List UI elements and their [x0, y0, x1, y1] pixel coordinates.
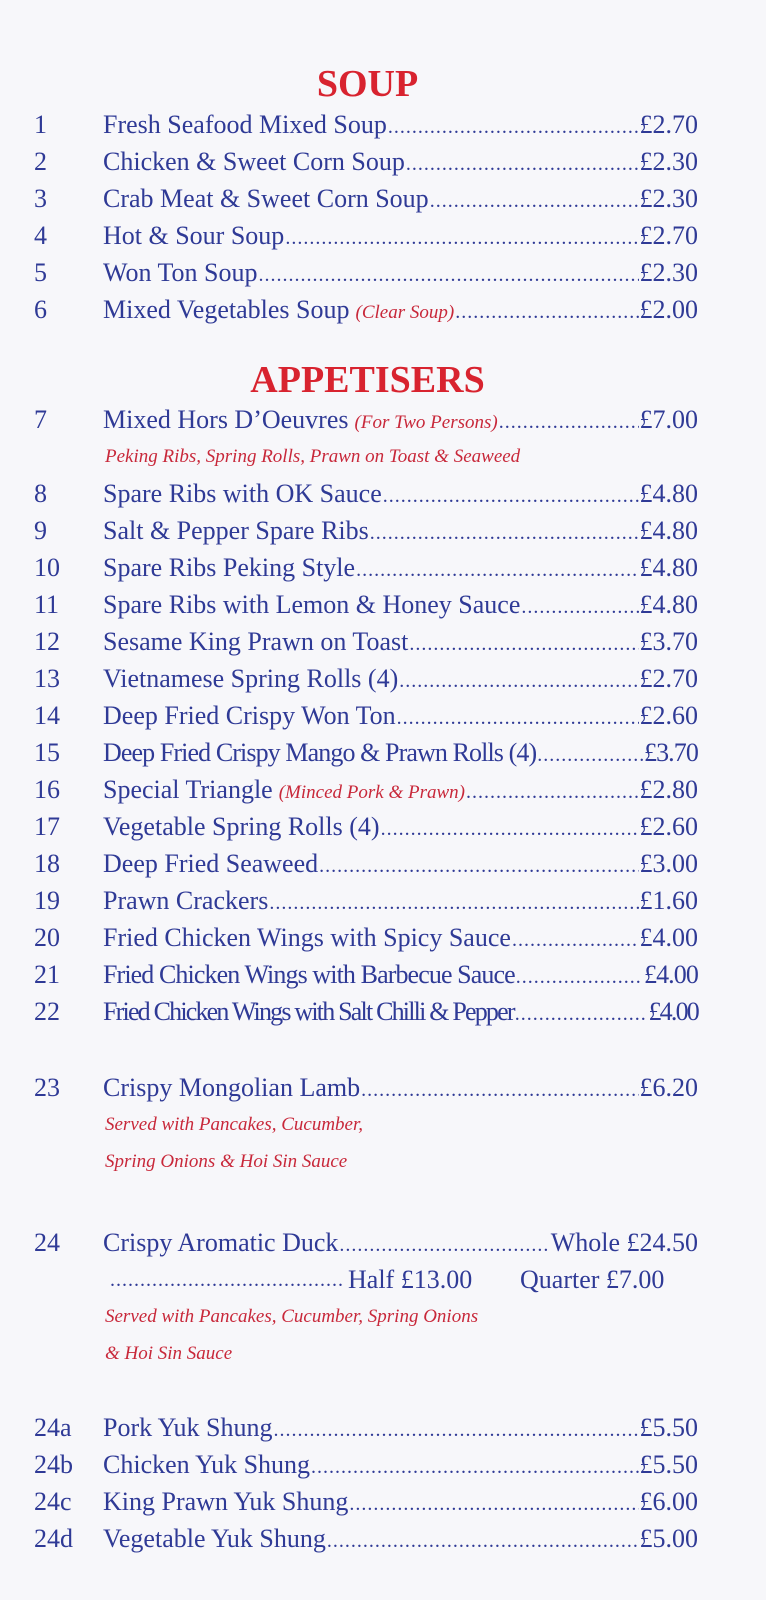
item-name: Mixed Hors D’Oeuvres: [103, 405, 349, 434]
item-name: Fried Chicken Wings with Barbecue Sauce: [103, 960, 515, 989]
menu-item: [0, 994, 766, 1030]
item-number: 24d: [34, 1524, 73, 1553]
item-description: Served with Pancakes, Cucumber,: [105, 1114, 364, 1135]
item-number: 7: [34, 405, 47, 434]
menu-item: [0, 883, 766, 919]
menu-item: [0, 144, 766, 180]
item-description: & Hoi Sin Sauce: [105, 1343, 233, 1364]
item-description: Served with Pancakes, Cucumber, Spring Onions: [105, 1306, 479, 1327]
menu-item: [0, 735, 766, 771]
item-number: 19: [34, 886, 60, 915]
item-name: Crispy Aromatic Duck: [103, 1228, 339, 1257]
item-price: £2.30: [639, 258, 698, 287]
item-number: 11: [34, 590, 60, 619]
item-price: £2.30: [639, 184, 698, 213]
soup-heading: SOUP: [316, 63, 419, 105]
item-number: 10: [34, 553, 60, 582]
item-name: Won Ton Soup: [103, 258, 258, 287]
item-number: 4: [34, 221, 47, 250]
item-note: (Minced Pork & Prawn): [278, 782, 465, 803]
item-number: 24c: [34, 1487, 72, 1516]
item-price: £4.80: [639, 516, 698, 545]
menu-item: [0, 550, 766, 586]
item-description: Spring Onions & Hoi Sin Sauce: [105, 1151, 348, 1172]
item-price: £4.00: [639, 923, 698, 952]
item-name: Deep Fried Crispy Mango & Prawn Rolls (4): [103, 738, 537, 767]
item-number: 14: [34, 701, 60, 730]
item-price: £5.50: [639, 1450, 698, 1479]
item-price: £2.00: [639, 295, 698, 324]
menu-item: [0, 402, 766, 438]
item-number: 13: [34, 664, 60, 693]
item-price: £2.70: [639, 221, 698, 250]
item-name: Vegetable Yuk Shung: [103, 1524, 326, 1553]
item-description: Peking Ribs, Spring Rolls, Prawn on Toast & Seaweed: [105, 446, 521, 467]
menu-item: [0, 920, 766, 956]
menu-item: [0, 292, 766, 328]
item-name: Deep Fried Crispy Won Ton: [103, 701, 396, 730]
duck-quarter-price: Quarter £7.00: [520, 1265, 665, 1294]
item-number: 16: [34, 775, 60, 804]
item-number: 21: [34, 960, 60, 989]
item-number: 23: [34, 1073, 60, 1102]
item-name: Spare Ribs Peking Style: [103, 553, 356, 582]
leader-dots: [110, 1262, 342, 1298]
menu-item: [0, 772, 766, 808]
menu-item: [0, 1410, 766, 1446]
item-number: 24b: [34, 1450, 73, 1479]
menu-item: [0, 661, 766, 697]
item-name: Crab Meat & Sweet Corn Soup: [103, 184, 429, 213]
item-price: £1.60: [639, 886, 698, 915]
menu-item: [0, 181, 766, 217]
item-number: 3: [34, 184, 47, 213]
menu-item: [0, 846, 766, 882]
item-name: Spare Ribs with Lemon & Honey Sauce: [103, 590, 521, 619]
menu-item: [0, 1070, 766, 1106]
item-price: £5.50: [639, 1413, 698, 1442]
item-name: Chicken & Sweet Corn Soup: [103, 147, 405, 176]
menu-item: [0, 107, 766, 143]
menu-item: [0, 587, 766, 623]
item-name: Deep Fried Seaweed: [103, 849, 319, 878]
item-name: King Prawn Yuk Shung: [103, 1487, 349, 1516]
item-number: 2: [34, 147, 47, 176]
item-name: Vietnamese Spring Rolls (4): [103, 664, 399, 693]
item-number: 1: [34, 110, 47, 139]
item-number: 24: [34, 1228, 60, 1257]
menu-item-duck: [0, 1225, 766, 1261]
item-price: £4.00: [648, 997, 698, 1026]
item-number: 24a: [34, 1413, 72, 1442]
item-name: Fresh Seafood Mixed Soup: [103, 110, 387, 139]
item-name: Salt & Pepper Spare Ribs: [103, 516, 369, 545]
item-name: Pork Yuk Shung: [103, 1413, 273, 1442]
item-price: £3.70: [643, 738, 698, 767]
item-name: Spare Ribs with OK Sauce: [103, 479, 382, 508]
item-price: £2.70: [639, 110, 698, 139]
item-price: £4.00: [643, 960, 698, 989]
item-number: 18: [34, 849, 60, 878]
item-number: 12: [34, 627, 60, 656]
item-price: £2.70: [639, 664, 698, 693]
item-name: Mixed Vegetables Soup: [103, 295, 350, 324]
item-price: £2.30: [639, 147, 698, 176]
item-note: (For Two Persons): [354, 412, 498, 433]
appetisers-heading: APPETISERS: [250, 359, 485, 401]
item-price: £6.00: [639, 1487, 698, 1516]
item-name: Prawn Crackers: [103, 886, 269, 915]
item-name: Fried Chicken Wings with Spicy Sauce: [103, 923, 511, 952]
item-price: £3.70: [639, 627, 698, 656]
item-number: 17: [34, 812, 60, 841]
menu-item: [0, 809, 766, 845]
item-name: Crispy Mongolian Lamb: [103, 1073, 361, 1102]
item-name: Sesame King Prawn on Toast: [103, 627, 409, 656]
menu-item: [0, 255, 766, 291]
menu-item: [0, 218, 766, 254]
menu-item: [0, 513, 766, 549]
item-price: £4.80: [639, 590, 698, 619]
item-price: £7.00: [639, 405, 698, 434]
item-note: (Clear Soup): [355, 302, 455, 323]
item-number: 15: [34, 738, 60, 767]
item-number: 22: [34, 997, 60, 1026]
item-number: 8: [34, 479, 47, 508]
item-price: £6.20: [639, 1073, 698, 1102]
item-price: £2.60: [639, 812, 698, 841]
item-price: £2.80: [639, 775, 698, 804]
menu-item: [0, 1447, 766, 1483]
item-name: Fried Chicken Wings with Salt Chilli & Pepper: [103, 997, 514, 1026]
menu-item: [0, 624, 766, 660]
duck-half-price: Half £13.00: [348, 1265, 473, 1294]
item-number: 9: [34, 516, 47, 545]
menu-item: [0, 957, 766, 993]
duck-whole-price: Whole £24.50: [550, 1228, 698, 1257]
menu-item: [0, 1484, 766, 1520]
item-price: £4.80: [639, 479, 698, 508]
item-price: £2.60: [639, 701, 698, 730]
item-number: 6: [34, 295, 47, 324]
item-price: £4.80: [639, 553, 698, 582]
item-name: Hot & Sour Soup: [103, 221, 285, 250]
menu-item: [0, 1521, 766, 1557]
item-price: £3.00: [639, 849, 698, 878]
item-price: £5.00: [639, 1524, 698, 1553]
item-name: Special Triangle: [103, 775, 273, 804]
item-name: Chicken Yuk Shung: [103, 1450, 311, 1479]
menu-item: [0, 476, 766, 512]
item-number: 5: [34, 258, 47, 287]
item-name: Vegetable Spring Rolls (4): [103, 812, 380, 841]
item-number: 20: [34, 923, 60, 952]
menu-item: [0, 698, 766, 734]
